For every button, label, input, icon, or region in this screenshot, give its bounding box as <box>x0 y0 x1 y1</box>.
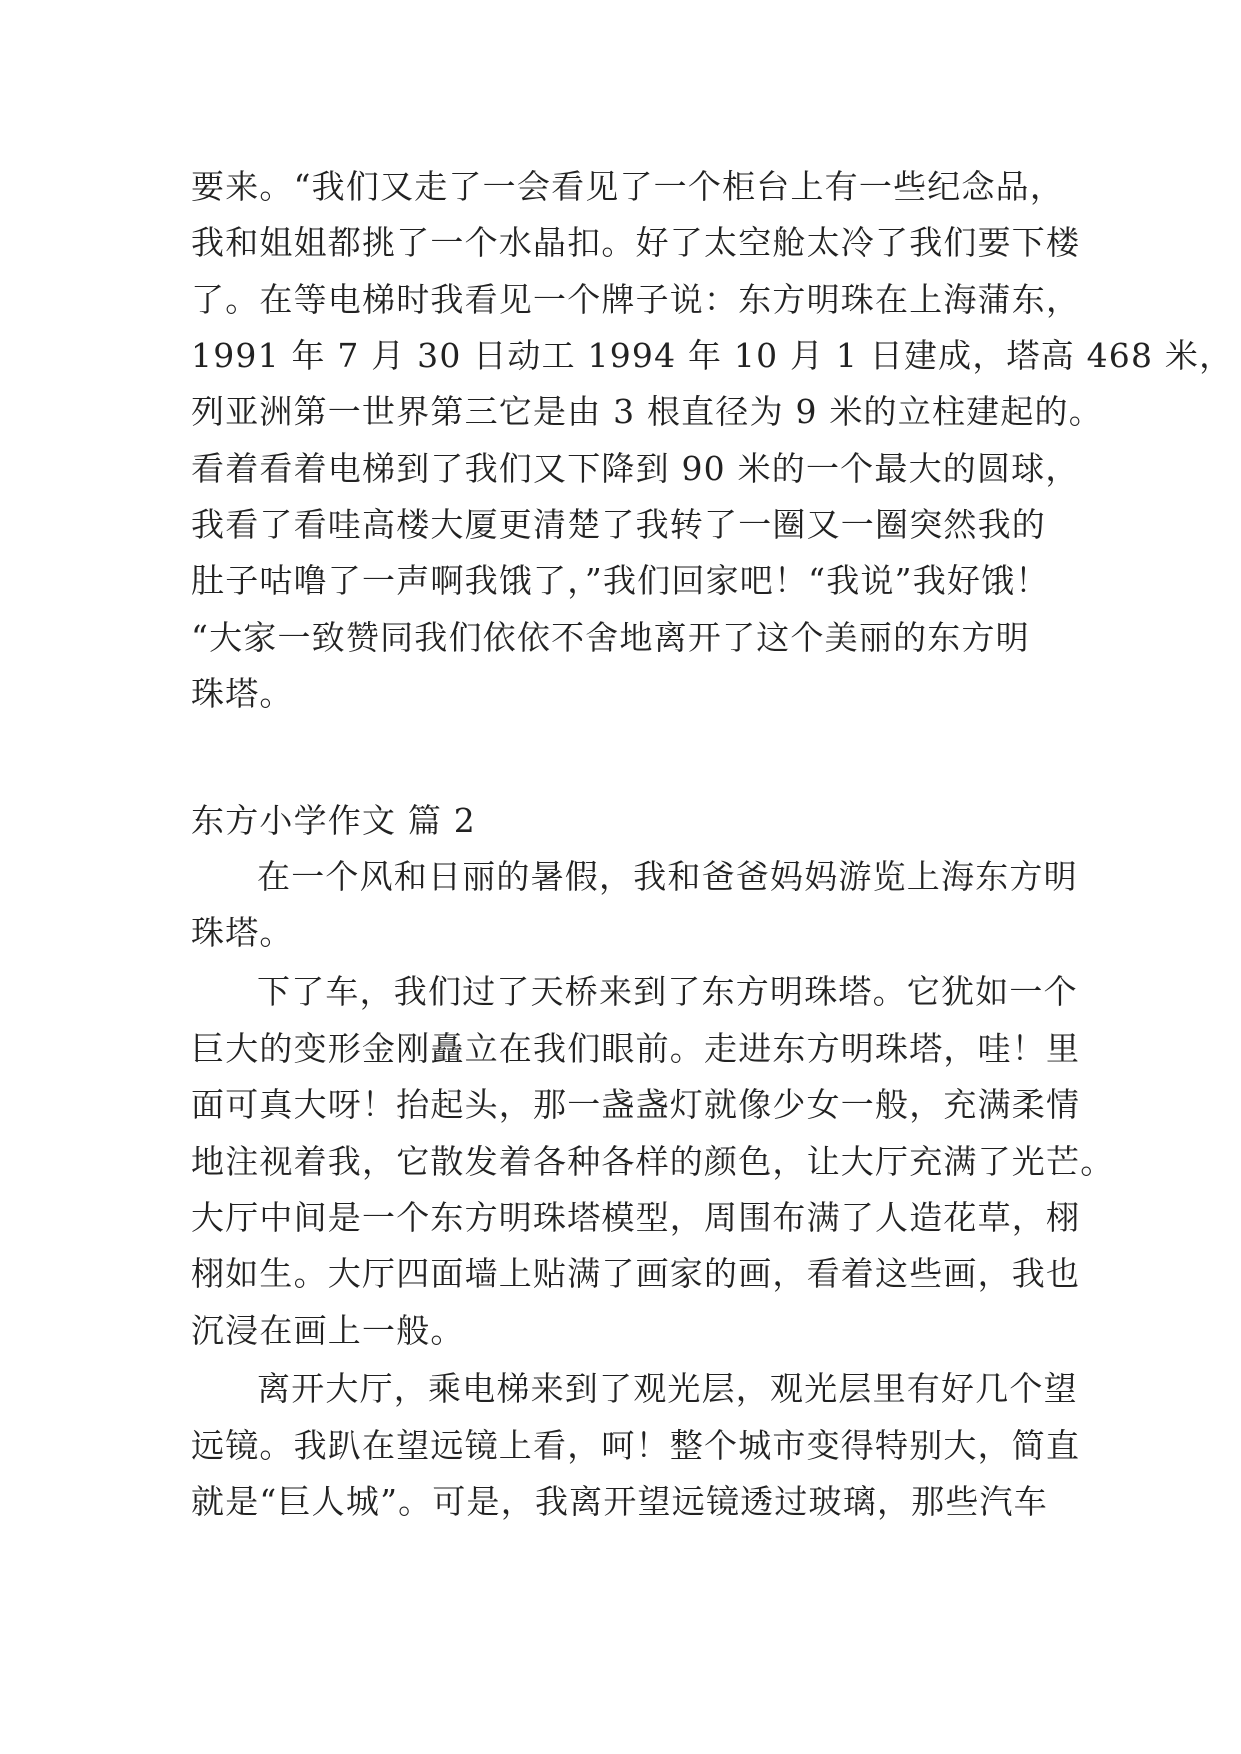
text-line: 地注视着我，它散发着各种各样的颜色，让大厅充满了光芒。 <box>191 1142 1115 1181</box>
paragraph-first-line: 离开大厅，乘电梯来到了观光层，观光层里有好几个望 <box>257 1369 1078 1408</box>
text-line: 我看了看哇高楼大厦更清楚了我转了一圈又一圈突然我的 <box>191 505 1046 544</box>
text-line: 巨大的变形金刚矗立在我们眼前。走进东方明珠塔，哇！里 <box>191 1029 1081 1068</box>
text-line: 看着看着电梯到了我们又下降到 90 米的一个最大的圆球， <box>191 449 1080 488</box>
text-line: “大家一致赞同我们依依不舍地离开了这个美丽的东方明 <box>191 618 1030 657</box>
text-line: 远镜。我趴在望远镜上看，呵！整个城市变得特别大，简直 <box>191 1426 1081 1465</box>
text-line: 沉浸在画上一般。 <box>191 1311 465 1350</box>
text-line: 就是“巨人城”。可是，我离开望远镜透过玻璃，那些汽车 <box>191 1482 1048 1521</box>
text-line: 列亚洲第一世界第三它是由 3 根直径为 9 米的立柱建起的。 <box>191 392 1103 431</box>
text-line: 要来。“我们又走了一会看见了一个柜台上有一些纪念品， <box>191 167 1065 206</box>
text-line: 1991 年 7 月 30 日动工 1994 年 10 月 1 日建成，塔高 468 米， <box>191 336 1234 375</box>
text-line: 栩如生。大厅四面墙上贴满了画家的画，看着这些画，我也 <box>191 1254 1081 1293</box>
text-line: 我和姐姐都挑了一个水晶扣。好了太空舱太冷了我们要下楼 <box>191 223 1081 262</box>
text-line: 面可真大呀！抬起头，那一盏盏灯就像少女一般，充满柔情 <box>191 1085 1081 1124</box>
text-line: 大厅中间是一个东方明珠塔模型，周围布满了人造花草，栩 <box>191 1198 1081 1237</box>
text-line: 肚子咕噜了一声啊我饿了，”我们回家吧！“我说”我好饿！ <box>191 561 1050 600</box>
paragraph-first-line: 下了车，我们过了天桥来到了东方明珠塔。它犹如一个 <box>257 972 1078 1011</box>
section-heading: 东方小学作文 篇 2 <box>191 801 476 840</box>
text-line: 了。在等电梯时我看见一个牌子说：东方明珠在上海蒲东， <box>191 280 1081 319</box>
paragraph-first-line: 在一个风和日丽的暑假，我和爸爸妈妈游览上海东方明 <box>257 857 1078 896</box>
text-line: 珠塔。 <box>191 913 294 952</box>
text-line: 珠塔。 <box>191 674 294 713</box>
